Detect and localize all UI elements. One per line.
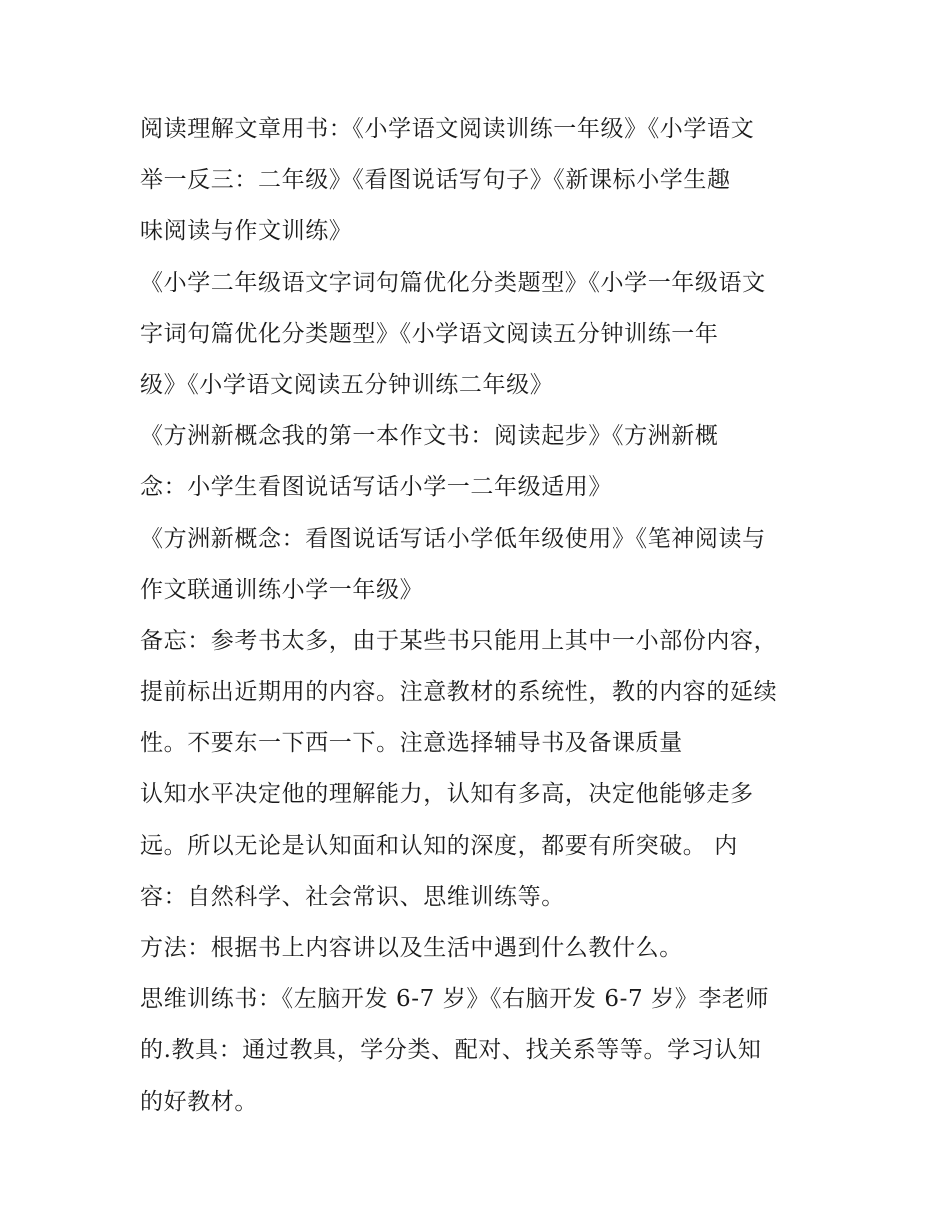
text-line: 容：自然科学、社会常识、思维训练等。 bbox=[140, 883, 565, 910]
text-line: 《方洲新概念我的第一本作文书：阅读起步》《方洲新概 bbox=[140, 423, 719, 450]
text-line: 备忘：参考书太多，由于某些书只能用上其中一小部份内容， bbox=[140, 627, 778, 654]
text-line: 级》《小学语文阅读五分钟训练二年级》 bbox=[140, 371, 554, 398]
text-line: 方法：根据书上内容讲以及生活中遇到什么教什么。 bbox=[140, 935, 683, 961]
text-line: 的好教材。 bbox=[140, 1088, 258, 1115]
text-line: 性。不要东一下西一下。注意选择辅导书及备课质量 bbox=[140, 730, 683, 757]
body-text bbox=[140, 104, 820, 1128]
text-line: 《方洲新概念：看图说话写话小学低年级使用》《笔神阅读与 bbox=[140, 525, 766, 552]
text-line: 思维训练书：《左脑开发 6-7 岁》《右脑开发 6-7 岁》李老师 bbox=[140, 986, 770, 1013]
text-line: 字词句篇优化分类题型》《小学语文阅读五分钟训练一年 bbox=[140, 320, 719, 347]
text-line: 举一反三：二年级》《看图说话写句子》《新课标小学生趣 bbox=[140, 167, 731, 194]
text-line: 阅读理解文章用书：《小学语文阅读训练一年级》《小学语文 bbox=[140, 116, 755, 142]
text-line: 《小学二年级语文字词句篇优化分类题型》《小学一年级语文 bbox=[140, 269, 766, 296]
text-line: 认知水平决定他的理解能力，认知有多高，决定他能够走多 bbox=[140, 781, 754, 808]
text-line: 味阅读与作文训练》 bbox=[140, 218, 353, 245]
text-line: 的.教具：通过教具，学分类、配对、找关系等等。学习认知 bbox=[140, 1037, 762, 1064]
text-line: 提前标出近期用的内容。注意教材的系统性，教的内容的延续 bbox=[140, 679, 778, 706]
text-line: 作文联通训练小学一年级》 bbox=[140, 576, 424, 603]
text-line: 远。所以无论是认知面和认知的深度，都要有所突破。 内 bbox=[140, 832, 738, 859]
text-line: 念：小学生看图说话写话小学一二年级适用》 bbox=[140, 474, 612, 501]
